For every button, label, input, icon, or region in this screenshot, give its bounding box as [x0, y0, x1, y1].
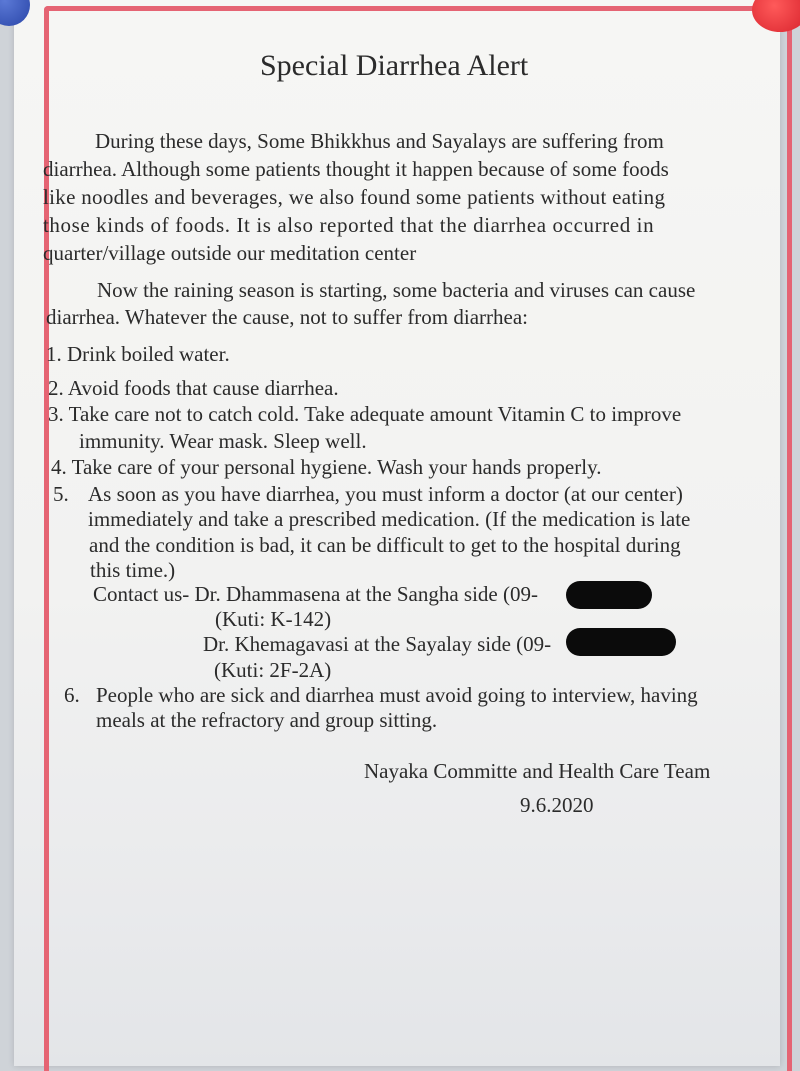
paragraph1-line5: quarter/village outside our meditation center: [43, 241, 417, 265]
paragraph1-line1: During these days, Some Bhikkhus and Sayalays are suffering from: [95, 129, 664, 153]
list-item-6-number: 6.: [64, 683, 80, 707]
list-item-2: 2. Avoid foods that cause diarrhea.: [48, 376, 339, 400]
paragraph1-line2: diarrhea. Although some patients thought it happen because of some foods: [43, 157, 669, 181]
list-item-6-line2: meals at the refractory and group sitting.: [96, 708, 438, 732]
paragraph1-line4: those kinds of foods. It is also reported that the diarrhea occurred in: [43, 213, 655, 237]
notice-title: Special Diarrhea Alert: [260, 49, 529, 82]
redacted-phone-1: [566, 581, 652, 609]
list-item-5-line4: this time.): [90, 558, 176, 582]
list-item-5-line1: As soon as you have diarrhea, you must inform a doctor (at our center): [88, 482, 683, 506]
contact-dhammasena: Contact us- Dr. Dhammasena at the Sangha side (09-: [93, 582, 538, 606]
kuti-2: (Kuti: 2F-2A): [214, 658, 332, 682]
list-item-3-line2: immunity. Wear mask. Sleep well.: [79, 429, 367, 453]
list-item-5-line2: immediately and take a prescribed medication. (If the medication is late: [88, 507, 691, 531]
list-item-1: 1. Drink boiled water.: [46, 342, 230, 366]
list-item-6-line1: People who are sick and diarrhea must avoid going to interview, having: [96, 683, 698, 707]
list-item-3-line1: 3. Take care not to catch cold. Take adequate amount Vitamin C to improve: [48, 402, 682, 426]
list-item-4: 4. Take care of your personal hygiene. Wash your hands properly.: [51, 455, 602, 479]
date: 9.6.2020: [520, 793, 594, 817]
kuti-1: (Kuti: K-142): [215, 607, 332, 631]
list-item-5-line3: and the condition is bad, it can be difficult to get to the hospital during: [89, 533, 681, 557]
paragraph1-line3: like noodles and beverages, we also found some patients without eating: [43, 185, 666, 209]
paragraph2-line2: diarrhea. Whatever the cause, not to suffer from diarrhea:: [46, 305, 529, 329]
signature: Nayaka Committe and Health Care Team: [364, 759, 711, 783]
contact-khemagavasi: Dr. Khemagavasi at the Sayalay side (09-: [203, 632, 552, 656]
paragraph2-line1: Now the raining season is starting, some bacteria and viruses can cause: [97, 278, 696, 302]
list-item-5-number: 5.: [53, 482, 69, 506]
redacted-phone-2: [566, 628, 676, 656]
